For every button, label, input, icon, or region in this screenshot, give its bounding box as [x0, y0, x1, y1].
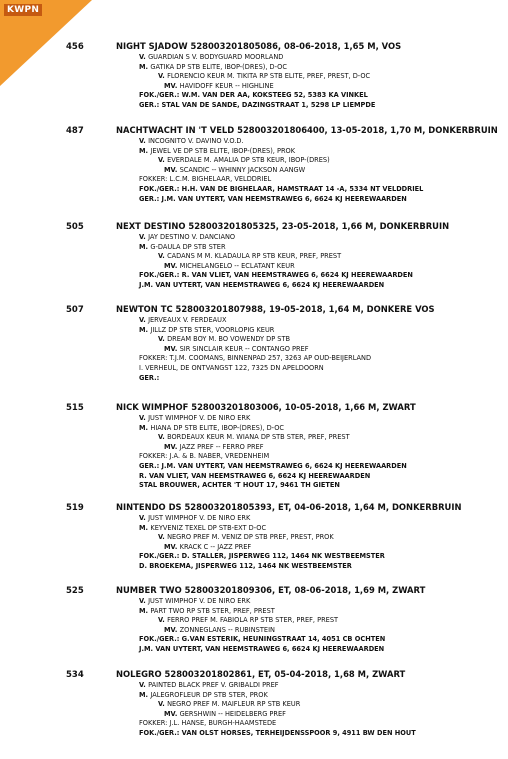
pedigree-line	[139, 195, 407, 204]
horse-title: NEWTON TC 528003201807988, 19-05-2018, 1,64 M, DONKERE VOS	[116, 304, 435, 314]
pedigree-line	[139, 691, 268, 700]
pedigree-label: M.	[139, 423, 151, 432]
horse-title: NINTENDO DS 528003201805393, ET, 04-06-2018, 1,64 M, DONKERBRUIN	[116, 502, 462, 512]
pedigree-label: MV.	[164, 344, 180, 353]
pedigree-line	[139, 101, 375, 110]
pedigree-line	[158, 72, 370, 81]
pedigree-label: V.	[139, 137, 149, 145]
pedigree-label: MV.	[164, 261, 180, 270]
pedigree-label: V.	[158, 616, 168, 625]
pedigree-text: FOKKER: L.C.M. BIGHELAAR, VELDDRIEL	[139, 175, 272, 184]
pedigree-text: HAVIDOFF KEUR -- HIGHLINE	[179, 81, 274, 90]
pedigree-text: MICHELANGELO -- ECLATANT KEUR	[179, 261, 295, 270]
horse-title: NOLEGRO 528003201802861, ET, 05-04-2018, 1,68 M, ZWART	[116, 669, 406, 679]
pedigree-label: V.	[158, 433, 168, 442]
pedigree-label: MV.	[164, 81, 180, 90]
pedigree-line	[139, 481, 340, 490]
pedigree-text: FOK./GER.: R. VAN VLIET, VAN HEEMSTRAWEG 6, 6624 KJ HEEREWAARDEN	[139, 271, 413, 280]
pedigree-label: V.	[139, 233, 149, 241]
pedigree-text: JERVEAUX V. FERDEAUX	[148, 316, 227, 324]
pedigree-text: FLORENCIO KEUR M. TIKITA RP STB ELITE, PREF, PREST, D-OC	[167, 72, 371, 81]
catalog-number: 515	[66, 403, 84, 413]
pedigree-text: DREAM BOY M. BO VOWENDY DP STB	[167, 335, 291, 344]
horse-title: NICK WIMPHOF 528003201803006, 10-05-2018, 1,66 M, ZWART	[116, 402, 416, 412]
pedigree-label: M.	[139, 146, 151, 155]
catalog-number: 487	[66, 126, 84, 136]
pedigree-text: JUST WIMPHOF V. DE NIRO ERK	[148, 514, 251, 522]
pedigree-text: FOK./GER.: H.H. VAN DE BIGHELAAR, HAMSTRAAT 14 -A, 5334 NT VELDDRIEL	[139, 185, 424, 193]
pedigree-text: KRACK C -- JAZZ PREF	[179, 542, 252, 551]
pedigree-line	[139, 316, 227, 325]
pedigree-label: MV.	[164, 542, 180, 551]
catalog-number: 534	[66, 670, 84, 680]
pedigree-line	[139, 414, 250, 423]
horse-title: NACHTWACHT IN 'T VELD 528003201806400, 13-05-2018, 1,70 M, DONKERBRUIN	[116, 125, 498, 135]
pedigree-line	[164, 443, 264, 452]
pedigree-text: INCOGNITO V. DAVINO V.O.D.	[148, 137, 244, 145]
pedigree-line	[158, 616, 338, 625]
pedigree-line	[139, 374, 159, 383]
pedigree-line	[139, 137, 244, 146]
catalog-number: 505	[66, 222, 84, 232]
pedigree-line	[164, 626, 275, 635]
pedigree-text: FOK./GER.: D. STALLER, JISPERWEG 112, 1464 NK WESTBEEMSTER	[139, 552, 385, 561]
pedigree-line	[158, 252, 341, 261]
pedigree-line	[139, 424, 284, 433]
pedigree-line	[139, 681, 279, 690]
pedigree-text: GATIKA DP STB ELITE, IBOP-(DRES), D-OC	[150, 62, 287, 71]
pedigree-text: FOKKER: J.A. & B. NABER, VREDENHEIM	[139, 452, 270, 461]
pedigree-text: GUARDIAN S V. BODYGUARD MOORLAND	[148, 53, 284, 61]
pedigree-text: GER.: STAL VAN DE SANDE, DAZINGSTRAAT 1, 5298 LP LIEMPDE	[139, 101, 376, 109]
pedigree-text: NEGRO PREF M. MAIFLEUR RP STB KEUR	[167, 700, 301, 709]
pedigree-line	[139, 729, 416, 738]
pedigree-line	[139, 326, 274, 335]
pedigree-text: G-DAULA DP STB STER	[150, 242, 226, 251]
pedigree-line	[139, 271, 413, 280]
pedigree-text: STAL BROUWER, ACHTER 'T HOUT 17, 9461 TH GIETEN	[139, 481, 340, 490]
pedigree-line	[164, 166, 305, 175]
pedigree-line	[139, 364, 324, 373]
pedigree-text: R. VAN VLIET, VAN HEEMSTRAWEG 6, 6624 KJ HEEREWAARDEN	[139, 471, 371, 480]
pedigree-line	[139, 281, 384, 290]
pedigree-text: JEWEL VE DP STB ELITE, IBOP-(DRES), PROK	[150, 146, 296, 155]
pedigree-text: CADANS M M. KLADAULA RP STB KEUR, PREF, PREST	[167, 252, 342, 261]
pedigree-line	[139, 472, 370, 481]
pedigree-text: JUST WIMPHOF V. DE NIRO ERK	[148, 414, 251, 422]
catalog-number: 507	[66, 305, 84, 315]
horse-title: NEXT DESTINO 528003201805325, 23-05-2018, 1,66 M, DONKERBRUIN	[116, 221, 450, 231]
pedigree-line	[139, 597, 250, 606]
horse-title: NUMBER TWO 528003201809306, ET, 08-06-2018, 1,69 M, ZWART	[116, 585, 426, 595]
pedigree-line	[139, 53, 283, 62]
pedigree-text: JAY DESTINO V. DANCIANO	[148, 233, 236, 241]
pedigree-text: JALEGROFLEUR DP STB STER, PROK	[150, 690, 268, 699]
pedigree-line	[139, 645, 384, 654]
pedigree-text: J.M. VAN UYTERT, VAN HEEMSTRAWEG 6, 6624 KJ HEEREWAARDEN	[139, 645, 385, 653]
pedigree-label: M.	[139, 325, 151, 334]
pedigree-line	[164, 710, 286, 719]
pedigree-line	[158, 433, 350, 442]
catalog-number: 456	[66, 42, 84, 52]
pedigree-text: GER.: J.M. VAN UYTERT, VAN HEEMSTRAWEG 6, 6624 KJ HEEREWAARDEN	[139, 194, 407, 203]
horse-title: NIGHT SJADOW 528003201805086, 08-06-2018, 1,65 M, VOS	[116, 41, 402, 51]
pedigree-text: GERSHWIN -- HEIDELBERG PREF	[179, 709, 286, 718]
pedigree-line	[164, 543, 251, 552]
pedigree-text: SCANDIC -- WHINNY JACKSON AANGW	[179, 165, 306, 174]
pedigree-label: V.	[139, 316, 149, 324]
pedigree-line	[158, 156, 330, 165]
pedigree-line	[139, 147, 295, 156]
pedigree-label: MV.	[164, 709, 180, 718]
pedigree-label: V.	[139, 53, 149, 61]
pedigree-label: V.	[158, 335, 168, 344]
pedigree-text: J.M. VAN UYTERT, VAN HEEMSTRAWEG 6, 6624 KJ HEEREWAARDEN	[139, 281, 385, 289]
kwpn-logo: KWPN	[4, 4, 42, 16]
pedigree-line	[158, 700, 300, 709]
pedigree-text: GER.:	[139, 373, 160, 382]
pedigree-line	[139, 552, 385, 561]
pedigree-line	[139, 514, 250, 523]
pedigree-line	[139, 452, 269, 461]
pedigree-line	[139, 175, 271, 184]
pedigree-label: V.	[158, 252, 168, 261]
pedigree-label: M.	[139, 62, 151, 71]
pedigree-line	[158, 533, 334, 542]
pedigree-line	[164, 262, 295, 271]
pedigree-label: V.	[158, 700, 168, 709]
pedigree-line	[158, 335, 290, 344]
pedigree-text: SIR SINCLAIR KEUR -- CONTANGO PREF	[179, 344, 309, 353]
pedigree-label: V.	[158, 72, 168, 81]
pedigree-text: HIANA DP STB ELITE, IBOP-(DRES), D-OC	[150, 423, 285, 432]
pedigree-text: PART TWO RP STB STER, PREF, PREST	[150, 606, 275, 615]
pedigree-text: FOK./GER.: G.VAN ESTERIK, HEUNINGSTRAAT 14, 4051 CB OCHTEN	[139, 635, 386, 644]
pedigree-text: ZONNEGLANS -- RUBINSTEIN	[179, 625, 275, 634]
pedigree-line	[139, 607, 275, 616]
pedigree-text: I. VERHEUL, DE ONTVANGST 122, 7325 DN APELDOORN	[139, 364, 324, 372]
pedigree-line	[139, 635, 385, 644]
pedigree-text: JILLZ DP STB STER, VOORLOPIG KEUR	[150, 325, 275, 334]
pedigree-label: V.	[139, 597, 149, 605]
pedigree-label: M.	[139, 242, 151, 251]
pedigree-text: KEYVENIZ TEXEL DP STB-EXT D-OC	[150, 523, 267, 532]
pedigree-text: FOKKER: J.L. HANSE, BURGH-HAAMSTEDE	[139, 719, 277, 728]
pedigree-text: PAINTED BLACK PREF V. GRIBALDI PREF	[148, 681, 279, 689]
pedigree-label: MV.	[164, 442, 180, 451]
pedigree-line	[139, 63, 287, 72]
pedigree-text: NEGRO PREF M. VENIZ DP STB PREF, PREST, PROK	[167, 533, 334, 542]
pedigree-line	[139, 233, 235, 242]
pedigree-text: FERRO PREF M. FABIOLA RP STB STER, PREF, PREST	[167, 616, 339, 625]
pedigree-line	[139, 243, 226, 252]
pedigree-text: D. BROEKEMA, JISPERWEG 112, 1464 NK WESTBEEMSTER	[139, 562, 352, 570]
pedigree-line	[139, 462, 407, 471]
pedigree-line	[139, 719, 276, 728]
pedigree-line	[139, 185, 423, 194]
pedigree-text: EVERDALE M. AMALIA DP STB KEUR, IBOP-(DRES)	[167, 156, 330, 165]
pedigree-label: MV.	[164, 165, 180, 174]
pedigree-text: FOK./GER.: W.M. VAN DER AA, KOKSTEEG 52, 5383 KA VINKEL	[139, 91, 368, 100]
pedigree-label: V.	[158, 156, 168, 165]
pedigree-label: V.	[139, 681, 149, 689]
pedigree-line	[139, 524, 266, 533]
pedigree-line	[164, 82, 274, 91]
pedigree-line	[139, 562, 352, 571]
pedigree-text: JAZZ PREF -- FERRO PREF	[179, 442, 264, 451]
pedigree-label: M.	[139, 690, 151, 699]
pedigree-label: MV.	[164, 625, 180, 634]
pedigree-label: M.	[139, 606, 151, 615]
pedigree-text: FOKKER: T.J.M. COOMANS, BINNENPAD 257, 3263 AP OUD-BEIJERLAND	[139, 354, 372, 363]
pedigree-line	[139, 91, 368, 100]
pedigree-text: JUST WIMPHOF V. DE NIRO ERK	[148, 597, 251, 605]
pedigree-text: GER.: J.M. VAN UYTERT, VAN HEEMSTRAWEG 6, 6624 KJ HEEREWAARDEN	[139, 462, 407, 470]
pedigree-text: BORDEAUX KEUR M. WIANA DP STB STER, PREF, PREST	[167, 433, 350, 442]
pedigree-line	[139, 354, 371, 363]
pedigree-label: M.	[139, 523, 151, 532]
pedigree-label: V.	[158, 533, 168, 542]
pedigree-line	[164, 345, 309, 354]
pedigree-label: V.	[139, 514, 149, 522]
pedigree-text: FOK./GER.: VAN OLST HORSES, TERHEIJDENSSPOOR 9, 4911 BW DEN HOUT	[139, 729, 416, 737]
pedigree-label: V.	[139, 414, 149, 422]
catalog-number: 525	[66, 586, 84, 596]
catalog-number: 519	[66, 503, 84, 513]
